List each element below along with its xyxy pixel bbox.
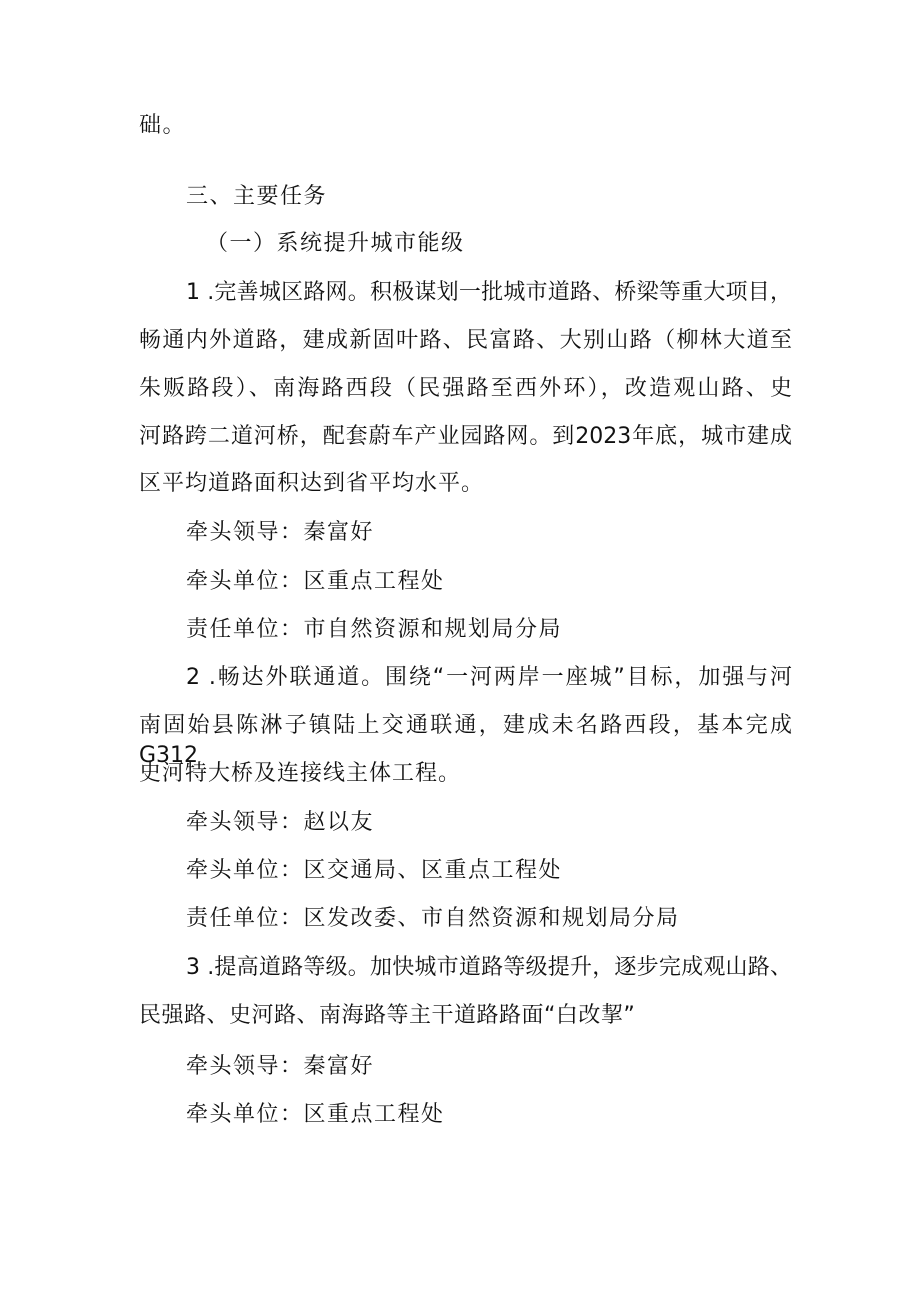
lead-unit-3: 牵头单位：区重点工程处 [186,1102,445,1127]
responsible-unit-1: 责任单位：市自然资源和规划局分局 [186,617,563,642]
paragraph-1-line-4: 河路跨二道河桥，配套蔚车产业园路网。到2023年底，城市建成 [139,424,792,449]
section-heading: 三、主要任务 [186,184,328,209]
lead-leader-1: 牵头领导：秦富好 [186,520,375,545]
paragraph-2-line-3: 史河特大桥及连接线主体工程。 [139,761,462,786]
lead-unit-2: 牵头单位：区交通局、区重点工程处 [186,858,563,883]
paragraph-3-line-2: 民强路、史河路、南海路等主干道路路面“白改挈” [139,1003,636,1028]
lead-leader-3: 牵头领导：秦富好 [186,1054,375,1079]
text-line-continuation: 础。 [139,113,187,138]
paragraph-3-line-1: 3 .提高道路等级。加快城市道路等级提升，逐步完成观山路、 [186,955,792,980]
paragraph-2-line-1: 2 .畅达外联通道。围绕“一河两岸一座城”目标，加强与河 [186,665,792,690]
paragraph-1-line-5: 区平均道路面积达到省平均水平。 [139,471,485,496]
paragraph-1-line-3: 朱贩路段）、南海路西段（民强路至西外环），改造观山路、史 [139,376,792,401]
paragraph-2-line-2: 南固始县陈淋子镇陆上交通联通，建成未名路西段，基本完成G312 [139,713,792,768]
paragraph-1-line-1: 1 .完善城区路网。积极谋划一批城市道路、桥梁等重大项目， [186,280,792,305]
subsection-heading: （一）系统提升城市能级 [206,231,465,256]
responsible-unit-2: 责任单位：区发改委、市自然资源和规划局分局 [186,906,680,931]
lead-leader-2: 牵头领导：赵以友 [186,810,375,835]
lead-unit-1: 牵头单位：区重点工程处 [186,569,445,594]
paragraph-1-line-2: 畅通内外道路，建成新固叶路、民富路、大别山路（柳林大道至 [139,328,792,353]
